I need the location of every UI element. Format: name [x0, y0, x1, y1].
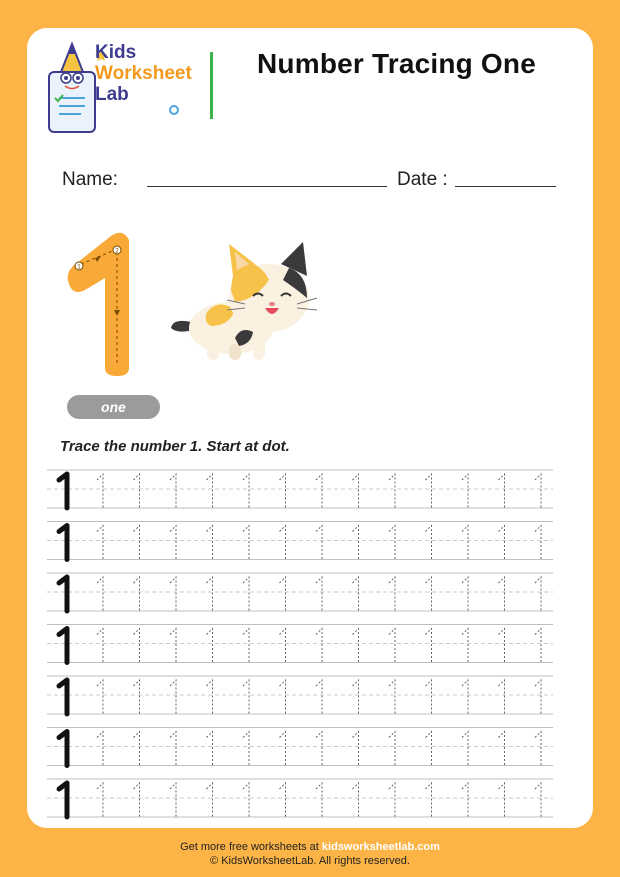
trace-digit[interactable]	[462, 526, 468, 560]
trace-digit[interactable]	[280, 577, 286, 611]
trace-digit[interactable]	[243, 680, 249, 714]
trace-digit[interactable]	[170, 577, 176, 611]
trace-row[interactable]	[47, 676, 553, 714]
name-field[interactable]	[147, 186, 387, 187]
trace-digit[interactable]	[389, 474, 395, 508]
trace-digit[interactable]	[280, 526, 286, 560]
trace-digit[interactable]	[243, 629, 249, 663]
trace-row[interactable]	[47, 522, 553, 560]
trace-digit[interactable]	[535, 783, 541, 817]
model-digit	[59, 474, 67, 508]
trace-digit[interactable]	[97, 474, 103, 508]
worksheet-card	[27, 28, 593, 828]
trace-digit[interactable]	[316, 474, 322, 508]
brand-word-worksheet: Worksheet	[95, 63, 192, 84]
trace-digit[interactable]	[535, 680, 541, 714]
trace-digit[interactable]	[97, 577, 103, 611]
trace-digit[interactable]	[97, 732, 103, 766]
trace-digit[interactable]	[353, 474, 359, 508]
trace-digit[interactable]	[134, 680, 140, 714]
trace-digit[interactable]	[462, 629, 468, 663]
brand-word-lab: Lab	[95, 84, 129, 105]
trace-digit[interactable]	[535, 732, 541, 766]
trace-digit[interactable]	[134, 732, 140, 766]
number-word-badge: one	[67, 395, 160, 419]
trace-digit[interactable]	[280, 629, 286, 663]
trace-digit[interactable]	[353, 526, 359, 560]
trace-digit[interactable]	[389, 629, 395, 663]
trace-digit[interactable]	[535, 577, 541, 611]
trace-digit[interactable]	[499, 680, 505, 714]
brand-wordmark	[95, 42, 192, 105]
brand-word-kids: Kids	[95, 42, 137, 63]
trace-digit[interactable]	[170, 629, 176, 663]
trace-digit[interactable]	[316, 629, 322, 663]
trace-digit[interactable]	[462, 783, 468, 817]
trace-digit[interactable]	[316, 577, 322, 611]
trace-digit[interactable]	[462, 474, 468, 508]
trace-digit[interactable]	[207, 732, 213, 766]
number-one-guide	[63, 228, 143, 378]
trace-digit[interactable]	[243, 783, 249, 817]
trace-digit[interactable]	[316, 783, 322, 817]
trace-digit[interactable]	[280, 783, 286, 817]
date-field[interactable]	[455, 186, 556, 187]
svg-text:2: 2	[115, 247, 119, 255]
trace-digit[interactable]	[97, 629, 103, 663]
trace-digit[interactable]	[97, 526, 103, 560]
trace-row[interactable]	[47, 573, 553, 611]
trace-digit[interactable]	[134, 783, 140, 817]
name-label: Name:	[62, 169, 118, 190]
trace-digit[interactable]	[389, 577, 395, 611]
trace-digit[interactable]	[535, 629, 541, 663]
trace-digit[interactable]	[426, 629, 432, 663]
trace-digit[interactable]	[280, 732, 286, 766]
trace-digit[interactable]	[316, 526, 322, 560]
trace-digit[interactable]	[353, 680, 359, 714]
trace-digit[interactable]	[97, 783, 103, 817]
footer-prefix: Get more free worksheets at	[180, 841, 322, 853]
trace-row[interactable]	[47, 470, 553, 508]
trace-digit[interactable]	[316, 732, 322, 766]
trace-digit[interactable]	[426, 732, 432, 766]
footer-promo	[0, 840, 620, 854]
trace-digit[interactable]	[426, 577, 432, 611]
trace-digit[interactable]	[499, 474, 505, 508]
trace-digit[interactable]	[207, 783, 213, 817]
trace-digit[interactable]	[243, 577, 249, 611]
trace-digit[interactable]	[170, 474, 176, 508]
trace-digit[interactable]	[426, 474, 432, 508]
trace-digit[interactable]	[243, 474, 249, 508]
trace-digit[interactable]	[207, 629, 213, 663]
trace-digit[interactable]	[499, 577, 505, 611]
trace-digit[interactable]	[280, 680, 286, 714]
trace-digit[interactable]	[353, 783, 359, 817]
trace-digit[interactable]	[134, 474, 140, 508]
trace-digit[interactable]	[170, 783, 176, 817]
tracing-grid[interactable]	[47, 464, 553, 824]
trace-digit[interactable]	[462, 680, 468, 714]
model-digit	[59, 577, 67, 611]
trace-digit[interactable]	[170, 680, 176, 714]
trace-digit[interactable]	[280, 474, 286, 508]
trace-digit[interactable]	[170, 732, 176, 766]
trace-digit[interactable]	[499, 526, 505, 560]
trace-digit[interactable]	[353, 577, 359, 611]
header-divider	[210, 52, 213, 119]
trace-digit[interactable]	[134, 526, 140, 560]
trace-digit[interactable]	[462, 577, 468, 611]
trace-digit[interactable]	[134, 629, 140, 663]
trace-digit[interactable]	[389, 732, 395, 766]
trace-digit[interactable]	[243, 732, 249, 766]
model-digit	[59, 629, 67, 663]
trace-digit[interactable]	[134, 577, 140, 611]
trace-digit[interactable]	[535, 526, 541, 560]
trace-digit[interactable]	[97, 680, 103, 714]
footer-link[interactable]: kidsworksheetlab.com	[321, 841, 440, 853]
trace-digit[interactable]	[499, 629, 505, 663]
trace-digit[interactable]	[462, 732, 468, 766]
trace-digit[interactable]	[535, 474, 541, 508]
trace-row[interactable]	[47, 728, 553, 766]
instruction-text: Trace the number 1. Start at dot.	[60, 438, 290, 455]
svg-text:1: 1	[77, 263, 81, 271]
date-label: Date :	[397, 169, 448, 190]
trace-digit[interactable]	[389, 680, 395, 714]
trace-digit[interactable]	[207, 526, 213, 560]
trace-digit[interactable]	[353, 629, 359, 663]
trace-digit[interactable]	[426, 526, 432, 560]
trace-digit[interactable]	[170, 526, 176, 560]
trace-digit[interactable]	[426, 783, 432, 817]
model-digit	[59, 526, 67, 560]
trace-digit[interactable]	[243, 526, 249, 560]
trace-digit[interactable]	[389, 526, 395, 560]
trace-digit[interactable]	[499, 783, 505, 817]
trace-digit[interactable]	[207, 577, 213, 611]
page-title: Number Tracing One	[257, 48, 536, 79]
model-digit	[59, 783, 67, 817]
trace-digit[interactable]	[389, 783, 395, 817]
trace-digit[interactable]	[353, 732, 359, 766]
trace-row[interactable]	[47, 625, 553, 663]
kitten-illustration	[169, 240, 329, 365]
trace-row[interactable]	[47, 779, 553, 817]
footer	[0, 840, 620, 868]
trace-digit[interactable]	[316, 680, 322, 714]
trace-digit[interactable]	[207, 474, 213, 508]
trace-digit[interactable]	[207, 680, 213, 714]
footer-copyright: © KidsWorksheetLab. All rights reserved.	[210, 855, 410, 867]
model-digit	[59, 680, 67, 714]
trace-digit[interactable]	[499, 732, 505, 766]
model-digit	[59, 732, 67, 766]
trace-digit[interactable]	[426, 680, 432, 714]
